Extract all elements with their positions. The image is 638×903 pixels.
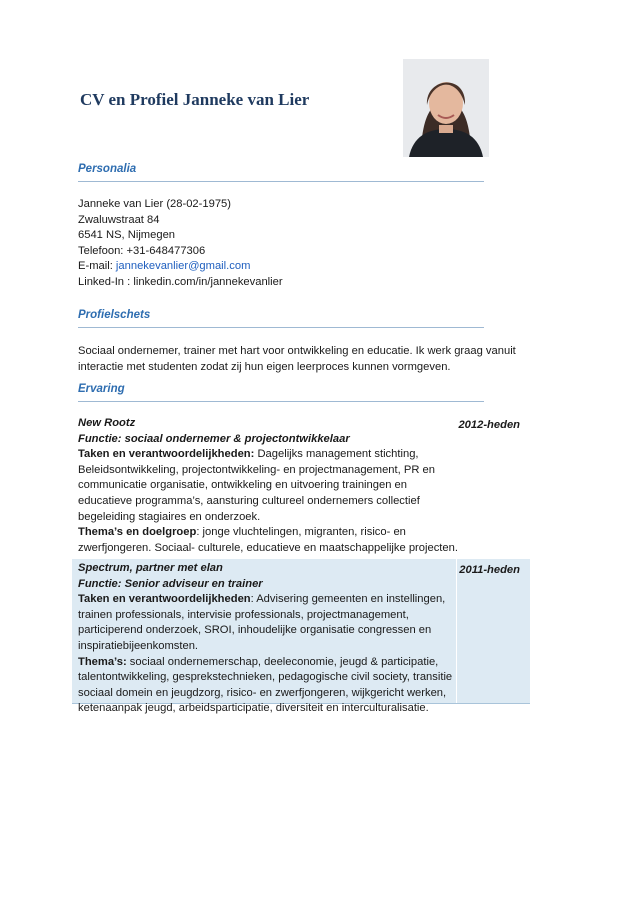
section-heading-ervaring: Ervaring [78, 383, 125, 395]
experience-period: 2011-heden [459, 564, 520, 576]
themes-text: talentontwikkeling, gesprekstechnieken, pedagogische civil society, transitie [78, 671, 453, 684]
tasks-text: : Advisering gemeenten en instellingen, [250, 593, 446, 606]
personalia-block [78, 197, 283, 291]
themes-text: ketenaanpak jeugd, arbeidsparticipatie, diversiteit en interculturalisatie. [78, 702, 429, 715]
section-divider [78, 181, 484, 182]
tasks-text: communicatie organisatie, ontwikkeling en uitvoering trainingen en [78, 479, 407, 492]
street-line: Zwaluwstraat 84 [78, 213, 160, 226]
experience-role: Functie: sociaal ondernemer & projectontwikkelaar [78, 432, 350, 445]
tasks-text: Dagelijks management stichting, [254, 448, 419, 461]
profiel-line: Sociaal ondernemer, trainer met hart voor ontwikkeling en educatie. Ik werk graag vanuit [78, 345, 516, 357]
tasks-label: Taken en verantwoordelijkheden: [78, 448, 255, 461]
experience-org: New Rootz [78, 417, 136, 429]
tasks-text: begeleiding stagiaires en onderzoek. [78, 510, 261, 523]
table-divider [456, 559, 457, 703]
experience-text [78, 416, 458, 556]
profiel-text [78, 344, 516, 375]
tasks-text: trainen professionals, intervisie professionals, projectmanagement, [78, 608, 409, 621]
name-line: Janneke van Lier (28-02-1975) [78, 198, 231, 210]
phone-line: Telefoon: +31-648477306 [78, 244, 206, 257]
section-heading-personalia: Personalia [78, 163, 137, 175]
themes-text: sociaal domein en jeugdzorg, risico- en zwerfjongeren, wijkgericht werken, [78, 686, 447, 699]
tasks-text: Beleidsontwikkeling, projectontwikkeling- en projectmanagement, PR en [78, 463, 435, 476]
experience-org: Spectrum, partner met elan [78, 562, 223, 574]
page-title: CV en Profiel Janneke van Lier [80, 90, 310, 109]
experience-role: Functie: Senior adviseur en trainer [78, 577, 263, 590]
email-label: E-mail: [78, 260, 116, 273]
linkedin-line: Linked-In : linkedin.com/in/jannekevanlier [78, 275, 283, 288]
profiel-line: interactie met studenten zodat zij hun eigen leerproces kunnen vormgeven. [78, 360, 451, 373]
experience-text [78, 559, 458, 717]
experience-entry-spectrum [72, 559, 530, 715]
themes-text: sociaal ondernemerschap, deeleconomie, jeugd & participatie, [126, 655, 439, 668]
email-link[interactable]: jannekevanlier@gmail.com [115, 260, 251, 273]
postal-line: 6541 NS, Nijmegen [78, 229, 176, 242]
profile-photo [403, 59, 489, 157]
tasks-label: Taken en verantwoordelijkheden [78, 593, 251, 606]
tasks-text: inspiratiebijeenkomsten. [78, 639, 199, 652]
tasks-text: participerend onderzoek, SROI, inhoudelijke organisatie congressen en [78, 624, 432, 637]
experience-entry-new-rootz [72, 416, 530, 554]
themes-text: zwerfjongeren. Sociaal- culturele, educatieve en maatschappelijke projecten. [78, 541, 458, 554]
themes-text: : jonge vluchtelingen, migranten, risico- en [196, 526, 406, 539]
experience-period: 2012-heden [458, 419, 520, 431]
themes-label: Thema’s en doelgroep [78, 526, 197, 539]
section-heading-profielschets: Profielschets [78, 309, 151, 321]
tasks-text: educatieve programma’s, aansturing cultureel ondernemers collectief [78, 494, 420, 507]
email-line [78, 259, 283, 275]
section-divider [78, 327, 484, 328]
themes-label: Thema’s: [78, 655, 127, 668]
section-divider [78, 401, 484, 402]
